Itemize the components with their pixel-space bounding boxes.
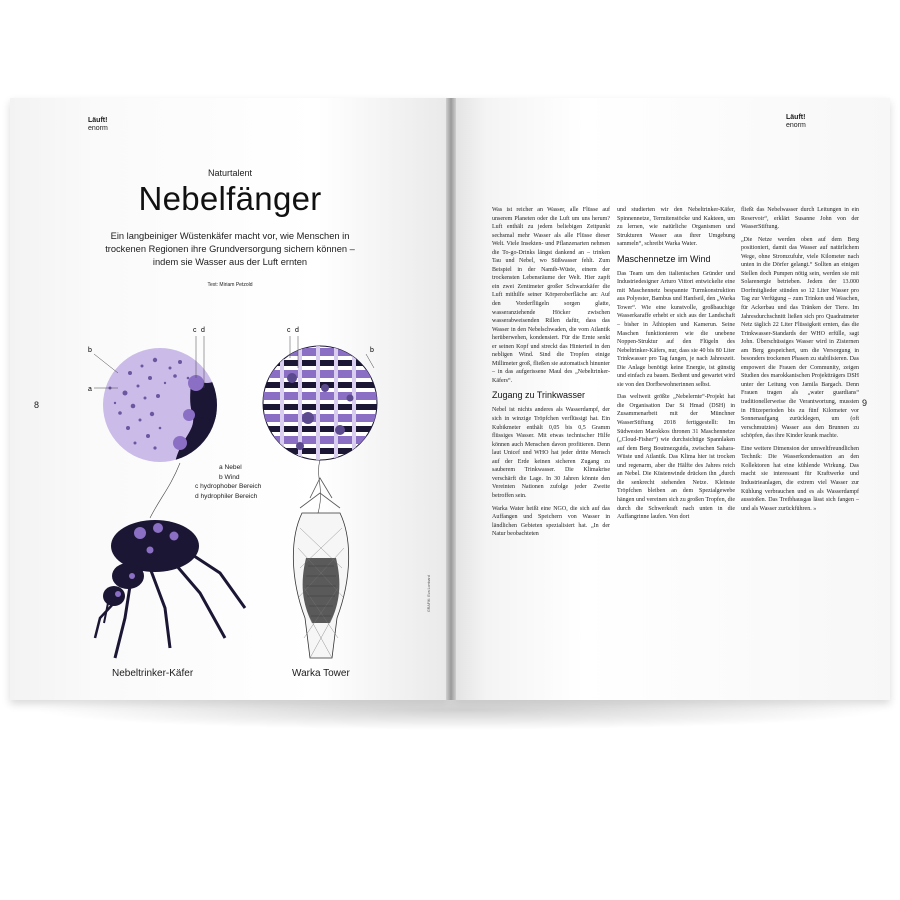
article-title: Nebelfänger [138, 180, 322, 217]
label-b-left: b [88, 347, 92, 354]
connector-line-right [318, 460, 321, 513]
illustration-legend [195, 463, 261, 501]
caption-beetle: Nebeltrinker-Käfer [112, 668, 194, 679]
article-column-1 [492, 206, 610, 543]
left-page-number: 8 [34, 400, 40, 410]
article-column-3 [741, 206, 859, 517]
legend-item: a Nebel [219, 464, 242, 471]
legend-item: b Wind [219, 473, 240, 481]
paragraph: Warka Water heißt eine NGO, die sich auf das Auffangen und Speichern von Wasser in ländlichen Gebieten spezialisiert hat. „In der Natur beobachteten [492, 505, 610, 538]
right-section-tag-sub: enorm [786, 122, 806, 129]
warka-tower-illustration [293, 478, 348, 658]
caption-warka-tower: Warka Tower [292, 668, 350, 679]
mesh-net-detail-circle [260, 336, 380, 466]
beetle-wing-detail-circle [94, 336, 220, 468]
connector-line-left [150, 463, 180, 518]
paragraph: Was ist reicher an Wasser, alle Flüsse auf unserem Planeten oder die Luft um uns herum? Luft enthält zu jedem beliebigen Zeitpunkt sechsmal mehr Wasser als alle Flüsse dieser Welt. Viele Insekten- und Pflanzenarten nehmen die To-go-Drinks längst dankend an – trinken Tau und Nebel, wo Süßwasser fehlt. Zum Beispiel in der Namib-Wüste, einem der trockensten Lebensräume der Welt. Hier zapft ein zwei Zentimeter großer Schwarzkäfer die Luft mithilfe seiner Körperoberfläche an: Auf den Vorderflügeln sorgen glatte, wasseranziehende Höcker zwischen wasserabweisenden Rillen dafür, dass das Wasser in den Nebelschwaden, die vom Atlantik herüberwehen, kondensiert. Für die Ernte senkt er seinen Kopf und streckt das Hinterteil in den nebligen Wind. Sind die Tropfen einige Millimeter groß, fließen sie automatisch hinunter – in das aufgerissene Maul des „Nebeltrinker-Käfers“. [492, 207, 610, 384]
paragraph: und studierten wir den Nebeltrinker-Käfer, Spinnennetze, Termitenstöcke und Kakteen, um zu lernen, wie natürliche Organismen und Strukturen Wasser aus ihrer Umgebung sammeln“, schreibt Warka Water. [617, 207, 735, 248]
subheading-zugang: Zugang zu Trinkwasser [492, 390, 586, 401]
article-lede: Ein langbeiniger Wüstenkäfer macht vor, wie Menschen in trockenen Regionen ihre Grundversorgung sichern können – indem sie Wasser aus der Luft ernten [105, 231, 355, 267]
article-author: Text: Miriam Petzold [207, 282, 253, 288]
label-c-right: c [287, 327, 291, 334]
article-column-2 [617, 206, 735, 526]
fog-beetle-illustration [95, 520, 245, 658]
paragraph: Eine weitere Dimension der umweltfreundlichen Technik: Die Wasserkondensation an den Kollektoren hat eine kühlende Wirkung. Das macht sie interessant für Kraftwerke und Industrieanlagen, die extrem viel Wasser zur Kühlung verbrauchen und es als Wasserdampf ausstoßen. Das Treibhausgas lässt sich fangen – und als Wasser zurückführen. » [741, 445, 859, 512]
paragraph: Nebel ist nichts anderes als Wasserdampf, der sich in winzige Tröpfchen verflüssigt hat. Ein Kubikmeter enthält 0,05 bis 0,5 Gramm flüssiges Wasser. Mit etwas technischer Hilfe können auch Menschen davon profitieren. Denn laut Unicef und WHO hat jeder dritte Mensch auf der Erde keinen sicheren Zugang zu sauberem Trinkwasser. Die Klimakrise verschärft die Lage. In 30 Jahren könnte den Vereinten Nationen zufolge jeder Zweite betroffen sein. [492, 407, 610, 499]
paragraph: fließt das Nebelwasser durch Leitungen in ein Reservoir“, erklärt Susanne John von der WasserStiftung. [741, 207, 859, 231]
article-kicker: Naturtalent [207, 168, 253, 178]
left-section-tag [88, 117, 108, 133]
left-section-tag-sub: enorm [88, 125, 108, 132]
label-d-left: d [201, 327, 205, 334]
graphic-credit: GRAFIK: Eva Lombard [427, 575, 431, 612]
right-section-tag [786, 114, 806, 130]
paragraph: „Die Netze werden oben auf dem Berg positioniert, damit das Wasser auf natürlichem Wege, ohne Stromzufuhr, viele Kilometer nach unten in die Dörfer gelangt.“ Sollten an einigen Stellen doch Pumpen nötig sein, werden sie mit Solarenergie betrieben. Jedem der 13.000 Dorfmitglieder stünden so 12 Liter Wasser pro Tag zur Verfügung – zum Trinken und Waschen, für Ackerbau und das Tränken der Tiere. Im Jahresdurchschnitt ließen sich pro Quadratmeter Netz täglich 22 Liter Flüssigkeit ernten, das die Trinkwasser-Standards der WHO erfülle, sagt John. Überschüssiges Wasser wird in Zisternen am Berg gespeichert, um die Versorgung in besonders trockenen Phasen zu stabilisieren. Das empowert die Frauen der Community, zeigen Studien des marokkanischen Projektträgers DSH unter der Leitung von Jamila Bargach. Denn Frauen tragen als „water guardians“ traditionellerweise die Verantwortung, mussten in Hitzeperioden bis zu fünf Kilometer vor Sonnenaufgang zurücklegen, um (oft verschmutztes) Wasser aus den Brunnen zu schöpfen, das ihre Kinder krank machte. [741, 236, 859, 440]
right-section-tag-title: Läuft! [786, 114, 806, 121]
label-d-right: d [295, 327, 299, 334]
legend-item: d hydrophiler Bereich [195, 492, 258, 500]
label-c-left: c [193, 327, 197, 334]
legend-item: c hydrophober Bereich [195, 483, 262, 490]
subheading-maschennetze: Maschennetze im Wind [617, 253, 711, 264]
paragraph: Das weltweit größte „Nebelernte“-Projekt hat die Organisation Dar Si Hmad (DSH) in Zusammenarbeit mit der Münchner WasserStiftung 2018 fertiggestellt: Im Südwesten Marokkos thronen 31 Maschennetze („Cloud-Fisher“) wie durchsichtige Spannlaken auf dem Berg Boutmezguida, zwischen Sahara-Wüste und Atlantik. Das Klima hier ist trocken und regenarm, aber die Hälfte des Jahres reich an Nebel. Die Küstenwinde drücken ihn „durch die senkrecht stehenden Netze. Kleinste Tröpfchen bleiben an dem Spezialgewebe hängen und vereinen sich zu großen Tropfen, die durch die Schwerkraft nach unten in die Auffangrinne laufen. Von dort [617, 394, 735, 521]
label-b-right: b [370, 347, 374, 354]
left-section-tag-title: Läuft! [88, 117, 108, 124]
label-a-left: a [88, 386, 92, 393]
right-page-number: 9 [862, 398, 868, 408]
paragraph: Das Team um den italienischen Gründer und Industriedesigner Arturo Vittori entwickelte eine mit Maschennetz bespannte Turmkonstruktion aus Polyester, Bambus und Hanfseil, den „Warka Tower“. Wie eine kunstvolle, großbauchige Wasserkaraffe erhebt er sich aus der Landschaft – bisher in Äthiopien und Kamerun. Seine Maschen funktionieren wie die unebene Noppen-Struktur auf den Flügeln des Nebeltrinker-Käfers, nur, dass sie 40 bis 80 Liter Trinkwasser pro Tag fangen, je nach Jahreszeit. Die Anlage benötigt keine Energie, ist günstig und einfach zu bauen. Bedient und gewartet wird sie von den Dorfbewohnerinnen selbst. [617, 270, 735, 388]
